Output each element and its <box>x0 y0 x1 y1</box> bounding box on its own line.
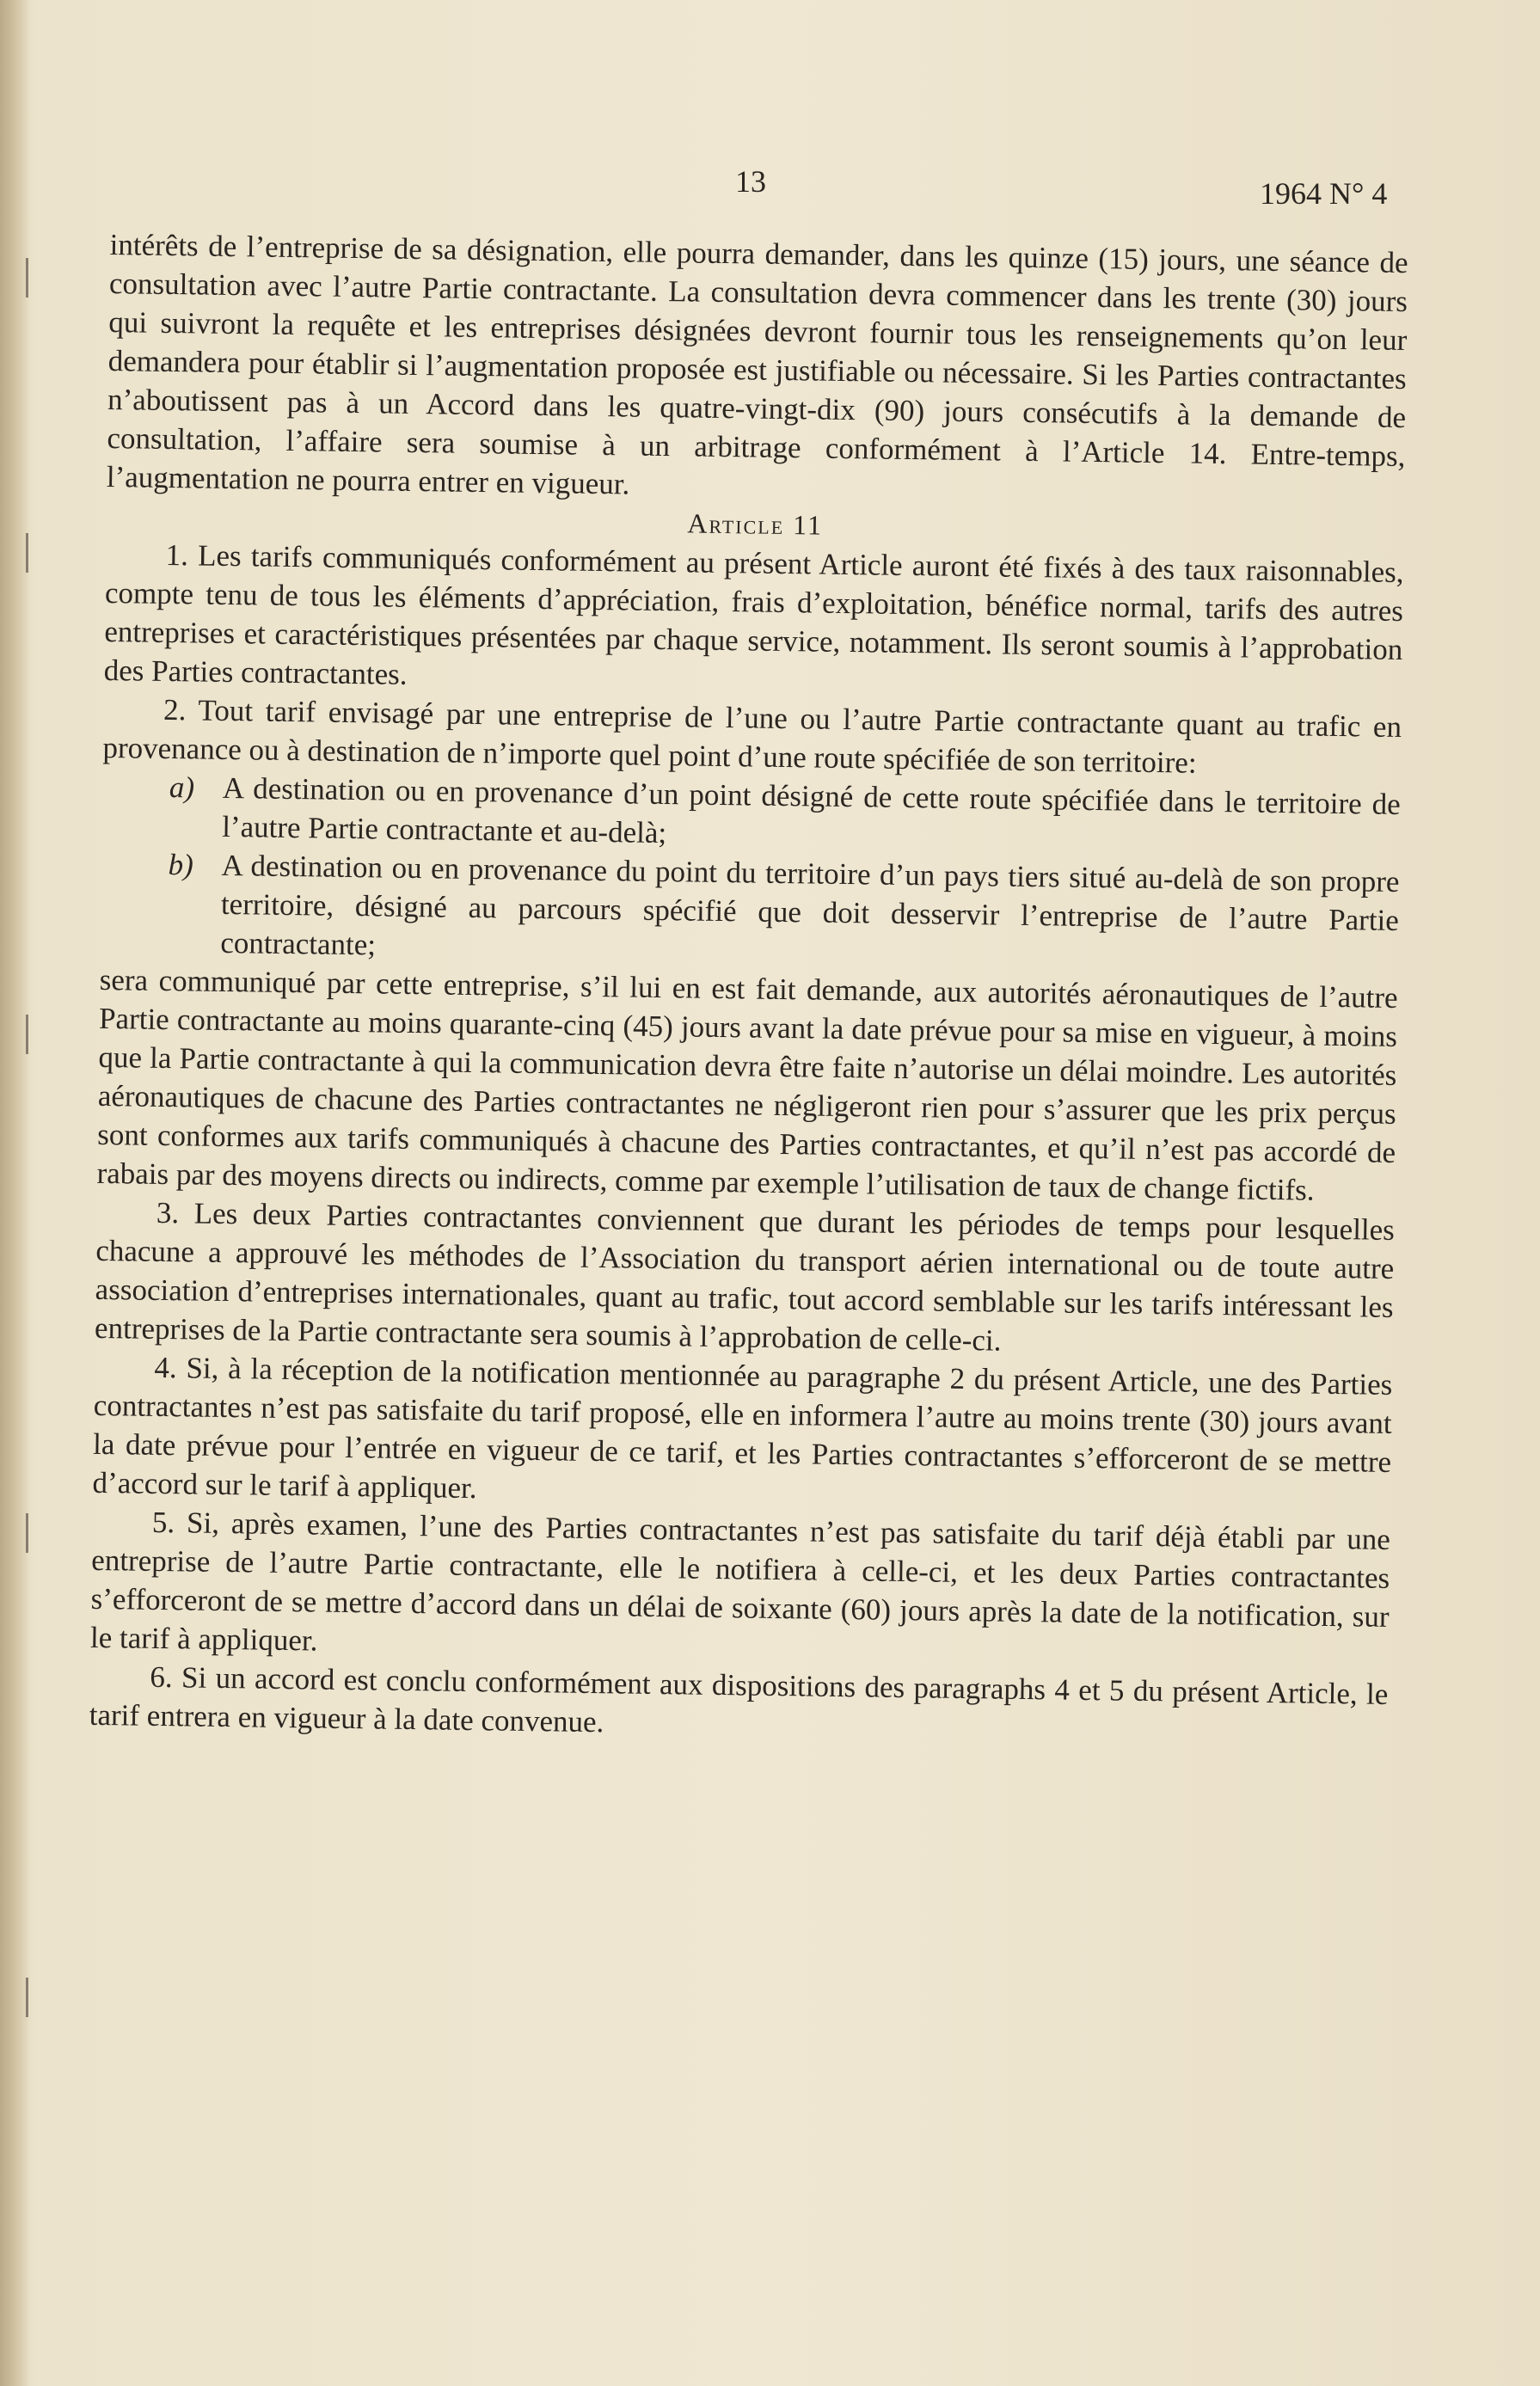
margin-mark <box>26 1015 28 1054</box>
margin-marks <box>26 0 33 2386</box>
page-body <box>89 225 1408 1752</box>
margin-mark <box>26 1978 28 2017</box>
article-heading: Article 11 <box>687 507 824 541</box>
list-item-text: A destination ou en provenance du point du territoire d’un pays tiers situé au-delà de son propre territoire, désigné au parcours spécifié que doit desservir l’entreprise de l’autre Partie contractante; <box>220 848 1400 962</box>
paragraph-1: 1. Les tarifs communiqués conformément au présent Article auront été fixés à des taux raisonnables, compte tenu de tous les éléments d’appréciation, frais d’exploitation, bénéfice normal, tarifs des autres entreprises et caractéristiques présentées par chaque service, notamment. Ils seront soumis à l’approbation des Parties contractantes. <box>103 537 1404 691</box>
paragraph-5: 5. Si, après examen, l’une des Parties contractantes n’est pas satisfaite du tarif déjà établi par une entreprise de l’autre Partie contractante, elle le notifiera à celle-ci, et les deux Parties contractantes s’efforceront de se mettre d’accord dans un délai de soixante (60) jours après la date de la notification, sur le tarif à appliquer. <box>89 1505 1391 1658</box>
margin-mark <box>26 258 28 297</box>
paragraph-2-tail: sera communiqué par cette entreprise, s’il lui en est fait demande, aux autorités aéronautiques de l’autre Partie contractante au moins quarante-cinq (45) jours avant la date prévue pour sa mise en vigueur, à moins que la Partie contractante à qui la communication devra être faite n’autorise un délai moindre. Les autorités aéronautiques de chacune des Parties contractantes ne négligeront rien pour s’assurer que les prix perçus sont conformes aux tarifs communiqués à chacune des Parties contractantes, et qu’il n’est pas accordé de rabais par des moyens directs ou indirects, comme par exemple l’utilisation de taux de change fictifs. <box>96 962 1398 1207</box>
paragraph-3: 3. Les deux Parties contractantes conviennent que durant les périodes de temps pour lesquelles chacune a approuvé les méthodes de l’Association du transport aérien international ou de toute autre association d’entreprises internationales, quant au trafic, tout accord semblable sur les tarifs intéressant les entreprises de la Partie contractante sera soumis à l’approbation de celle-ci. <box>94 1195 1396 1358</box>
paragraph-4: 4. Si, à la réception de la notification mentionnée au paragraphe 2 du présent Article, une des Parties contractantes n’est pas satisfaite du tarif proposé, elle en informera l’autre au moins trente (30) jours avant la date prévue pour l’entrée en vigueur de ce tarif, et les Parties contractantes s’efforceront de se mettre d’accord sur le tarif à appliquer. <box>92 1350 1393 1506</box>
list-item-b <box>167 845 1400 978</box>
page-number: 13 <box>735 164 766 199</box>
list-item-label: a) <box>169 770 195 805</box>
margin-mark <box>26 1513 28 1553</box>
paragraph-6: 6. Si un accord est conclu conformément aux dispositions des paragraphs 4 et 5 du présent Article, le tarif entrera en vigueur à la date convenue. <box>89 1659 1389 1739</box>
paragraph-2-intro: 2. Tout tarif envisagé par une entreprise de l’une ou l’autre Partie contractante quant au trafic en provenance ou à destination de n’importe quel point d’une route spécifiée de son territoire: <box>102 692 1402 780</box>
book-spine-shadow <box>0 0 29 2386</box>
document-reference: 1964 N° 4 <box>1260 176 1388 211</box>
page-header <box>0 163 1540 215</box>
continuation-paragraph: intérêts de l’entreprise de sa désignation, elle pourra demander, dans les quinze (15) jours, une séance de consultation avec l’autre Partie contractante. La consultation devra commencer dans les trente (30) jours qui suivront la requête et les entreprises désignées devront fournir tous les renseignements qu’on leur demandera pour établir si l’augmentation proposée est justifiable ou nécessaire. Si les Parties contractantes n’aboutissent pas à un Accord dans les quatre-vingt-dix (90) jours consécutifs à la demande de consultation, l’affaire sera soumise à un arbitrage conformément à l’Article 14. Entre-temps, l’augmentation ne pourra entrer en vigueur. <box>106 227 1408 501</box>
margin-mark <box>26 533 28 573</box>
list-item-text: A destination ou en provenance d’un point désigné de cette route spécifiée dans le territoire de l’autre Partie contractante et au-delà; <box>221 770 1402 850</box>
list-item-label: b) <box>168 848 194 882</box>
